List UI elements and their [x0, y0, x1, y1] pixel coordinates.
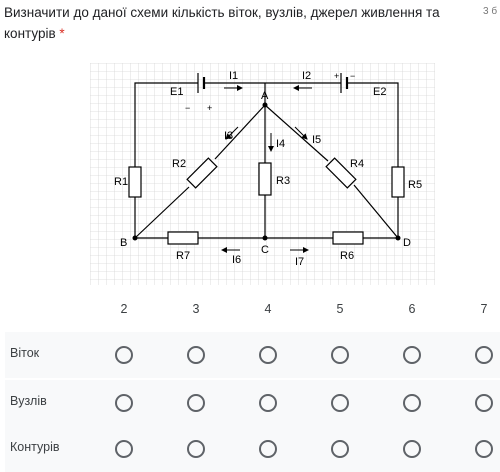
radio-button[interactable] [475, 394, 493, 412]
node-c-dot [263, 236, 268, 241]
question-text: Визначити до даної схеми кількість віток, вузлів, джерел живлення та контурів [4, 5, 440, 41]
e2-plus-label: + [334, 71, 340, 81]
radio-button[interactable] [115, 346, 133, 364]
node-a-label: A [261, 90, 269, 102]
column-header: 7 [480, 302, 488, 316]
e1-minus-label: − [185, 103, 191, 113]
radio-button[interactable] [115, 440, 133, 458]
radio-button[interactable] [475, 346, 493, 364]
e2-minus-label: − [350, 71, 356, 81]
node-b-dot [133, 236, 138, 241]
i7-label: I7 [295, 256, 305, 268]
i6-label: I6 [232, 254, 242, 266]
r6-label: R6 [340, 250, 355, 262]
row-label: Віток [10, 346, 40, 360]
column-header: 4 [264, 302, 272, 316]
e1-plus-label: + [207, 103, 213, 113]
radio-button[interactable] [259, 440, 277, 458]
radio-button[interactable] [403, 394, 421, 412]
grid-row-vitok [5, 332, 500, 378]
radio-button[interactable] [187, 346, 205, 364]
r5-resistor [392, 167, 404, 197]
column-header: 2 [120, 302, 128, 316]
r3-label: R3 [276, 175, 291, 187]
r2-label: R2 [172, 158, 187, 170]
r7-label: R7 [176, 250, 191, 262]
node-d-label: D [403, 237, 411, 249]
node-d-dot [396, 236, 401, 241]
row-label: Контурів [10, 440, 60, 454]
radio-button[interactable] [331, 346, 349, 364]
node-c-label: C [261, 244, 269, 256]
radio-button[interactable] [403, 440, 421, 458]
circuit-diagram [90, 63, 435, 285]
radio-button[interactable] [259, 394, 277, 412]
column-header: 5 [336, 302, 344, 316]
radio-button[interactable] [115, 394, 133, 412]
i3-label: I3 [224, 130, 234, 142]
grid-row-konturiv [5, 426, 500, 472]
radio-button[interactable] [259, 346, 277, 364]
column-header: 6 [408, 302, 416, 316]
i2-label: I2 [302, 70, 312, 82]
grid-row-vuzliv [5, 380, 500, 426]
r6-resistor [333, 232, 363, 244]
r1-resistor [129, 167, 141, 197]
column-header: 3 [192, 302, 200, 316]
i1-label: I1 [229, 70, 239, 82]
r7-resistor [168, 232, 198, 244]
radio-button[interactable] [403, 346, 421, 364]
node-b-label: B [120, 237, 128, 249]
radio-button[interactable] [331, 394, 349, 412]
points-label: 3 б [483, 6, 498, 17]
radio-button[interactable] [331, 440, 349, 458]
column-header-row [0, 296, 500, 324]
radio-button[interactable] [475, 440, 493, 458]
required-mark: * [59, 26, 65, 41]
e1-label: E1 [170, 86, 184, 98]
question-title [4, 2, 474, 44]
radio-button[interactable] [187, 394, 205, 412]
r1-label: R1 [114, 176, 129, 188]
i5-label: I5 [312, 134, 322, 146]
row-label: Вузлів [10, 394, 47, 408]
radio-button[interactable] [187, 440, 205, 458]
r3-resistor [259, 163, 271, 195]
e2-label: E2 [373, 86, 387, 98]
r5-label: R5 [408, 179, 423, 191]
r4-label: R4 [350, 158, 365, 170]
node-a-dot [263, 103, 268, 108]
i4-label: I4 [276, 138, 286, 150]
